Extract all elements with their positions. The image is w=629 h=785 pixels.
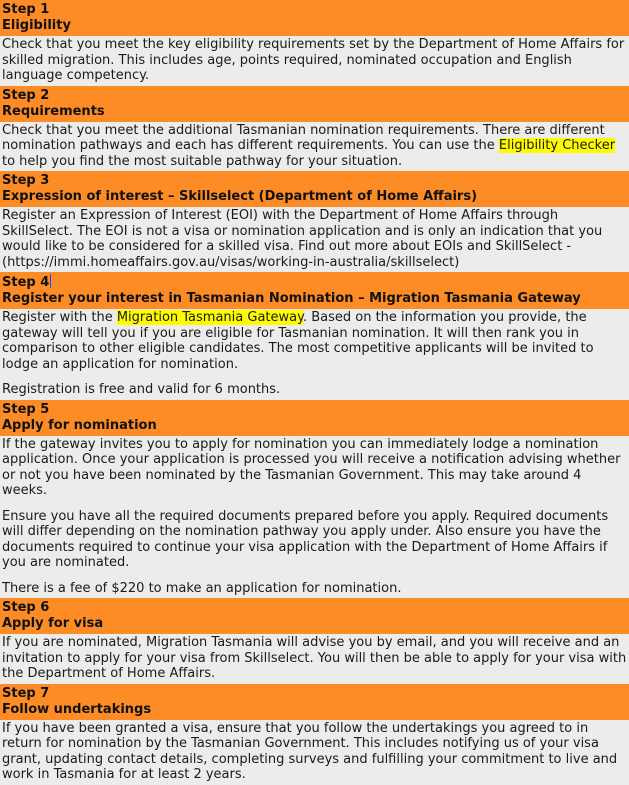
step-1-header [0,0,629,36]
step-number-label: Step 1 [2,2,50,17]
step-paragraph [2,37,627,84]
step-1-body [0,36,629,86]
paragraph-text: If you are nominated, Migration Tasmania will advise you by email, and you will receive and an invitation to apply for your visa from Skillselect. You will then be able to apply for your visa with the Department of Home Affairs. [2,635,627,681]
paragraph-text: Ensure you have all the required documents prepared before you apply. Required documents will differ depending on the nomination pathway you apply under. Also ensure you have the documents required to continue your visa application with the Department of Home Affairs if you are nominated. [2,508,609,570]
step-title: Requirements [2,103,105,119]
paragraph-text: to help you find the most suitable pathway for your situation. [2,153,403,169]
paragraph-text: If you have been granted a visa, ensure that you follow the undertakings you agreed to in return for nomination by the Tasmanian Government. This includes notifying us of your visa grant, updating contact details, completing surveys and fulfilling your commitment to live and work in Tasmania for at least 2 years. [2,720,618,782]
step-number-label: Step 3 [2,173,50,188]
paragraph-text: Register with the [2,310,117,325]
step-number-label: Step 2 [2,87,50,103]
paragraph-text: Check that you meet the key eligibility requirements set by the Department of Home Affairs for skilled migration. This includes age, points required, nominated occupation and English language competency. [2,37,625,83]
step-number [2,173,627,189]
step-4-body [0,309,629,400]
step-6-body [0,634,629,684]
paragraph-text: Registration is free and valid for 6 months. [2,382,281,397]
step-3-header [0,171,629,207]
step-title: Apply for nomination [2,417,157,433]
step-number [2,88,627,104]
step-number [2,402,627,418]
paragraph-text: If the gateway invites you to apply for nomination you can immediately lodge a nomination application. Once your application is processed you will receive a notification advising whether or not you have been nominated by the Tasmanian Government. This may take around 4 weeks. [2,436,621,498]
step-number [2,686,627,702]
paragraph-text: Check that you meet the additional Tasmanian nomination requirements. There are different nomination pathways and each has different requirements. You can use the [2,122,605,153]
step-paragraph [2,635,627,682]
step-title: Follow undertakings [2,701,152,717]
step-number-label: Step 7 [2,685,50,701]
step-paragraph [2,123,627,170]
step-6-header [0,598,629,634]
step-paragraph [2,721,627,783]
step-5-body [0,436,629,599]
step-paragraph [2,310,627,372]
step-paragraph [2,382,627,398]
paragraph-text: There is a fee of $220 to make an application for nomination. [2,580,402,596]
highlighted-link[interactable]: Migration Tasmania Gateway [116,310,303,325]
paragraph-text: Register an Expression of Interest (EOI) with the Department of Home Affairs through SkillSelect. The EOI is not a visa or nomination application and is only an indication that you would like to be considered for a skilled visa. Find out more about EOIs and SkillSelect - (https://immi.homeaffairs.gov.au/visas/working-in-australia/skillselect) [2,208,603,270]
paragraph-text: . Based on the information you provide, the gateway will tell you if you are eligible for Tasmanian nomination. It will then rank you in comparison to other eligible candidates. The most competitive applicants will be invited to lodge an application for nomination. [2,310,594,372]
step-title: Register your interest in Tasmanian Nomination – Migration Tasmania Gateway [2,291,581,306]
step-paragraph [2,437,627,499]
step-title: Expression of interest – Skillselect (Department of Home Affairs) [2,189,478,204]
step-number-label: Step 5 [2,401,50,417]
step-2-header [0,86,629,122]
step-3-body [0,207,629,272]
highlighted-link[interactable]: Eligibility Checker [498,138,616,153]
step-number [2,274,627,291]
step-paragraph [2,208,627,270]
step-4-header [0,272,629,309]
step-number [2,600,627,616]
step-paragraph [2,581,627,597]
step-number [2,2,627,18]
step-5-header [0,400,629,436]
step-7-body [0,720,629,785]
text-cursor-icon [50,274,51,288]
step-title: Apply for visa [2,616,104,631]
step-title: Eligibility [2,18,71,33]
step-number-label: Step 6 [2,600,50,615]
step-number-label: Step 4 [2,275,50,290]
step-7-header [0,684,629,720]
step-paragraph [2,509,627,571]
step-2-body [0,122,629,172]
